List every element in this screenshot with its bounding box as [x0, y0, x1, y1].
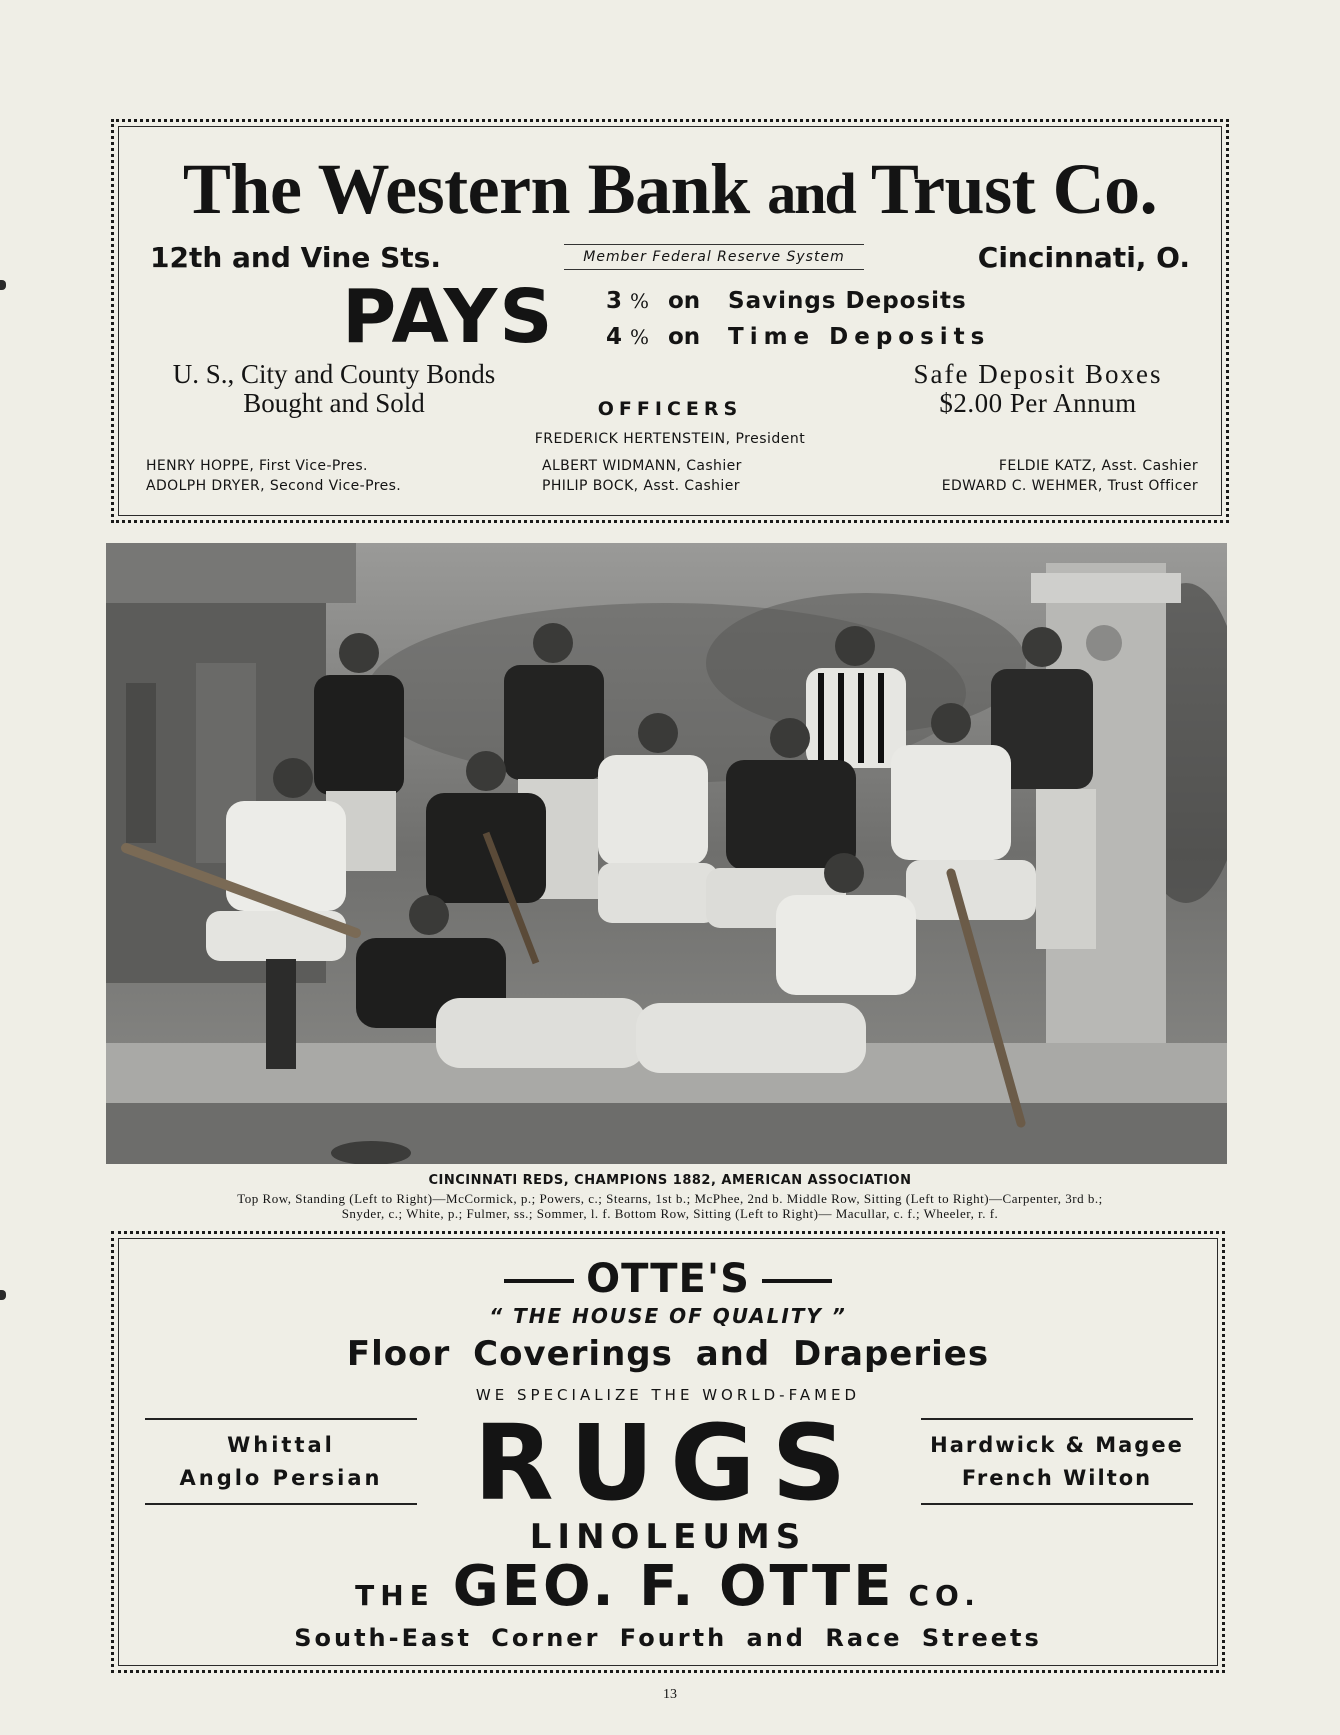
binding-mark: [0, 280, 6, 290]
percent-sign: %: [630, 325, 650, 349]
rate-type: Time Deposits: [728, 324, 991, 350]
rate-on: on: [668, 288, 701, 314]
safe-deposit-price: $2.00 Per Annum: [939, 388, 1137, 418]
otte-name-text: OTTE'S: [586, 1256, 750, 1302]
safe-deposit-line: Safe Deposit Boxes: [913, 359, 1163, 389]
team-photo-illustration: [106, 543, 1227, 1164]
bank-title-and: and: [767, 161, 855, 226]
officer-name: HENRY HOPPE, First Vice-Pres.: [146, 458, 368, 474]
federal-reserve-member: Member Federal Reserve System: [564, 244, 864, 270]
officers-column: [542, 456, 742, 496]
brand-name: Hardwick & Magee: [930, 1433, 1184, 1457]
bank-title: [114, 148, 1226, 231]
officers-column: [146, 456, 401, 496]
specialize-line: WE SPECIALIZE THE WORLD-FAMED: [475, 1386, 861, 1404]
officer-name: PHILIP BOCK, Asst. Cashier: [542, 478, 740, 494]
percent-sign: %: [630, 289, 650, 313]
company-the: THE: [355, 1579, 435, 1612]
brand-name: Whittal: [227, 1433, 335, 1457]
rule-dash: [762, 1279, 832, 1283]
rate-value: 3: [606, 288, 623, 314]
otte-name: [114, 1256, 1222, 1302]
officer-name: FELDIE KATZ, Asst. Cashier: [998, 458, 1198, 474]
otte-address: South-East Corner Fourth and Race Streets: [294, 1624, 1042, 1652]
brand-name: French Wilton: [961, 1466, 1153, 1490]
bank-city: Cincinnati, O.: [977, 241, 1190, 274]
pays-heading: PAYS: [342, 274, 555, 360]
time-rate: [606, 324, 990, 350]
bank-street-address: 12th and Vine Sts.: [150, 241, 441, 274]
team-photograph: [106, 543, 1227, 1164]
savings-rate: [606, 288, 967, 314]
photo-caption-title: CINCINNATI REDS, CHAMPIONS 1882, AMERICAN ASSOCIATION: [428, 1173, 912, 1188]
binding-mark: [0, 1290, 6, 1300]
brand-name: Anglo Persian: [179, 1466, 383, 1490]
rate-on: on: [668, 324, 701, 350]
rate-value: 4: [606, 324, 623, 350]
bank-title-part: The Western Bank: [182, 149, 750, 229]
company-co: CO.: [908, 1579, 981, 1612]
officer-name: ALBERT WIDMANN, Cashier: [542, 458, 742, 474]
bonds-line: U. S., City and County Bonds: [172, 359, 496, 389]
bank-advertisement: [111, 119, 1229, 523]
otte-advertisement: [111, 1231, 1225, 1673]
rule-dash: [504, 1279, 574, 1283]
otte-slogan: “ THE HOUSE OF QUALITY ”: [489, 1304, 847, 1328]
rate-type: Savings Deposits: [728, 288, 967, 314]
linoleums-heading: LINOLEUMS: [529, 1517, 807, 1557]
company-name: [114, 1554, 1222, 1619]
otte-headline: Floor Coverings and Draperies: [346, 1334, 990, 1374]
bank-title-part: Trust Co.: [870, 149, 1158, 229]
officers-column: [942, 456, 1198, 496]
officer-name: EDWARD C. WEHMER, Trust Officer: [941, 478, 1198, 494]
photo-caption-line: Snyder, c.; White, p.; Fulmer, ss.; Sommer, l. f. Bottom Row, Sitting (Left to Right)— Macullar, c. f.; Wheeler, r. f.: [341, 1206, 999, 1221]
officer-name: ADOLPH DRYER, Second Vice-Pres.: [146, 478, 402, 494]
page-number: 13: [663, 1687, 677, 1702]
brands-right: [921, 1418, 1193, 1505]
bonds-line: Bought and Sold: [243, 388, 425, 418]
officers-heading: OFFICERS: [597, 398, 743, 420]
photo-caption-line: Top Row, Standing (Left to Right)—McCormick, p.; Powers, c.; Stearns, 1st b.; McPhee, 2nd b. Middle Row, Sitting (Left to Right)—Carpenter, 3rd b.;: [237, 1191, 1103, 1206]
rugs-heading: RUGS: [473, 1402, 863, 1524]
president-line: FREDERICK HERTENSTEIN, President: [534, 431, 806, 447]
company-main: GEO. F. OTTE: [452, 1554, 895, 1619]
